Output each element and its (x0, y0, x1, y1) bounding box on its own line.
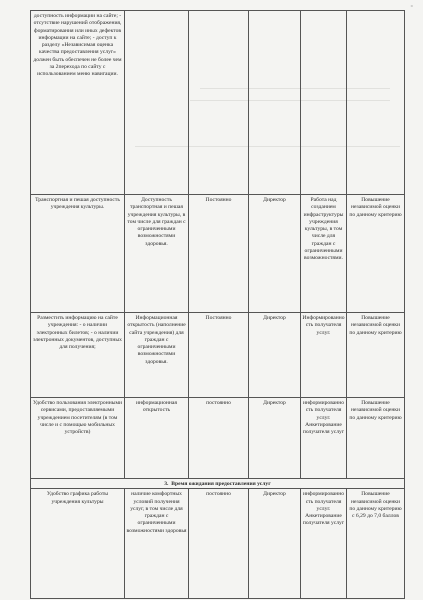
responsible-cell: Директор (249, 489, 301, 599)
table-row (31, 195, 405, 313)
measure-cell: информационная открытость (125, 398, 189, 479)
result-cell: информированность получателя услуг. Анкетирование получателя услуг (301, 489, 347, 599)
criterion-cell: Удобство графика работы учреждения культуры (31, 489, 125, 599)
result-cell: информированность получателя услуг. Анкетирование получателя услуг (301, 398, 347, 479)
indicator-cell: Повышение независимой оценки по данному критерию (347, 398, 405, 479)
result-cell: Работа над созданием инфраструктуры учреждения культуры, в том числе для граждан с ограниченными возможностями. (301, 195, 347, 313)
section-heading (31, 479, 405, 489)
term-cell: постоянно (189, 489, 249, 599)
measure-cell: Информационная открытость (наполнение сайта учреждения) для граждан с ограниченными возможностями здоровья. (125, 313, 189, 398)
indicator-cell: Повышение независимой оценки по данному критерию (347, 195, 405, 313)
table-row (31, 398, 405, 479)
measure-cell: Доступность транспортная и пешая учреждения культуры, в том числе для граждан с ограниченными возможностями здоровья. (125, 195, 189, 313)
responsible-cell: Директор (249, 313, 301, 398)
indicator-cell: Повышение независимой оценки по данному критерию с 6,29 до 7,0 баллов (347, 489, 405, 599)
table-row (31, 489, 405, 599)
section-heading-row (31, 479, 405, 489)
page-corner-mark: » (410, 4, 413, 9)
indicator-cell: Повышение независимой оценки по данному критерию (347, 313, 405, 398)
indicator-cell (347, 11, 405, 195)
criterion-cell: Разместить информацию на сайте учреждения: - о наличии электронных билетов; - о наличии электронных документов, доступных для получения; (31, 313, 125, 398)
result-cell: Информированность получателя услуг. (301, 313, 347, 398)
criterion-cell: Удобство пользования электронными сервисами, предоставляемыми учреждением посетителям (в том числе и с помощью мобильных устройств) (31, 398, 125, 479)
improvement-plan-table (30, 10, 405, 599)
term-cell: Постоянно (189, 195, 249, 313)
term-cell: постоянно (189, 398, 249, 479)
table-row (31, 313, 405, 398)
responsible-cell: Директор (249, 195, 301, 313)
responsible-cell (249, 11, 301, 195)
term-cell (189, 11, 249, 195)
responsible-cell: Директор (249, 398, 301, 479)
criterion-cell: Транспортная и пешая доступность учреждения культуры. (31, 195, 125, 313)
section-title: Время ожидания предоставления услуг (171, 481, 271, 487)
section-number: 3. (164, 481, 169, 487)
result-cell (301, 11, 347, 195)
measure-cell: наличие комфортных условий получения услуг, в том числе для граждан с ограниченными возможностями здоровья (125, 489, 189, 599)
measure-cell (125, 11, 189, 195)
term-cell: Постоянно (189, 313, 249, 398)
table-row (31, 11, 405, 195)
criterion-cell: доступность информации на сайте; - отсутствие нарушений отображения, форматирования или иных дефектов информации на сайте; - доступ к разделу «Независимая оценка качества предоставления услуг» должен быть обеспечен не более чем за 2перехода по сайту с использованием меню навигации. (31, 11, 125, 195)
